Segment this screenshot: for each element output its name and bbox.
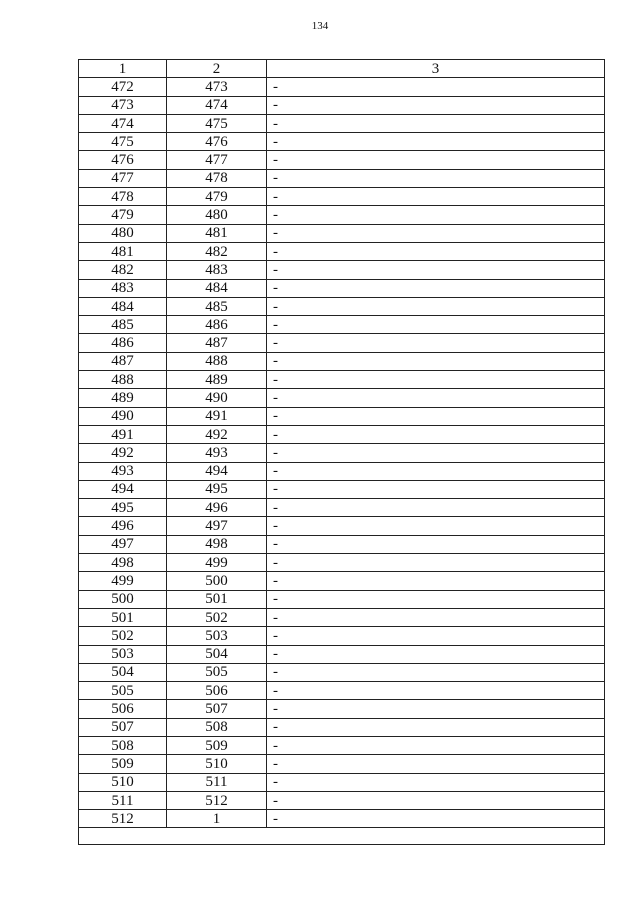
table-cell-col-1: 501 [79,608,167,626]
table-row [79,700,605,718]
table-cell-col-1: 476 [79,151,167,169]
table-cell-col-1: 496 [79,517,167,535]
table-cell-col-3: - [267,224,605,242]
table-cell-col-2: 511 [167,773,267,791]
table-row [79,425,605,443]
table-cell-col-2: 488 [167,352,267,370]
table-cell-col-2: 490 [167,389,267,407]
table-cell-col-3: - [267,96,605,114]
table-cell-col-3: - [267,700,605,718]
table-cell-col-2: 486 [167,316,267,334]
table-cell-col-1: 474 [79,114,167,132]
table-row [79,572,605,590]
table-cell-col-3: - [267,114,605,132]
table-cell-col-2: 501 [167,590,267,608]
table-cell-col-2: 508 [167,718,267,736]
table-cell-col-2: 503 [167,627,267,645]
table-cell-col-2: 494 [167,462,267,480]
table-cell-col-3: - [267,736,605,754]
table-row [79,352,605,370]
table-cell-col-2: 480 [167,206,267,224]
table-cell-col-1: 473 [79,96,167,114]
table-row [79,224,605,242]
table-cell-col-3: - [267,206,605,224]
table-cell-col-3: - [267,133,605,151]
table-cell-col-3: - [267,810,605,828]
table-cell-col-1: 508 [79,736,167,754]
table-cell-col-2: 496 [167,499,267,517]
table-row [79,736,605,754]
table-cell-col-1: 490 [79,407,167,425]
page-number: 134 [311,20,329,32]
table-cell-col-1: 475 [79,133,167,151]
table-row [79,206,605,224]
table-cell-col-3: - [267,535,605,553]
table-row [79,407,605,425]
table-cell-col-2: 492 [167,425,267,443]
table-cell-col-2: 495 [167,480,267,498]
table-cell-col-1: 478 [79,188,167,206]
table-row [79,444,605,462]
table-cell-col-3: - [267,682,605,700]
table-cell-col-2: 482 [167,242,267,260]
table-cell-col-3: - [267,297,605,315]
table-cell-col-1: 510 [79,773,167,791]
table-cell-col-1: 502 [79,627,167,645]
table-cell-col-1: 499 [79,572,167,590]
table-cell-col-1: 482 [79,261,167,279]
table-cell-col-3: - [267,352,605,370]
table-cell-col-1: 484 [79,297,167,315]
table-row [79,590,605,608]
table-row [79,151,605,169]
table-row [79,791,605,809]
table-cell-col-3: - [267,78,605,96]
table-cell-col-1: 485 [79,316,167,334]
table-row [79,718,605,736]
table-cell-col-3: - [267,151,605,169]
data-table [78,59,605,845]
table-row [79,462,605,480]
table-row [79,499,605,517]
table-cell-col-3: - [267,791,605,809]
table-cell-col-1: 498 [79,554,167,572]
table-cell-col-1: 500 [79,590,167,608]
table-row [79,133,605,151]
table-cell-col-2: 500 [167,572,267,590]
table-row [79,627,605,645]
table-row [79,316,605,334]
table-row [79,242,605,260]
table-row [79,78,605,96]
table-row [79,114,605,132]
table-row [79,682,605,700]
table-cell-col-2: 512 [167,791,267,809]
table-cell-col-2: 489 [167,371,267,389]
table-row [79,535,605,553]
table-empty-row [79,828,605,845]
table-cell-col-2: 498 [167,535,267,553]
table-cell-col-3: - [267,773,605,791]
table-row [79,279,605,297]
table-cell-col-3: - [267,261,605,279]
table-cell-col-2: 476 [167,133,267,151]
table-cell-col-3: - [267,407,605,425]
table-cell-col-2: 479 [167,188,267,206]
table-row [79,371,605,389]
table-cell-col-3: - [267,554,605,572]
table-cell-col-2: 478 [167,169,267,187]
table-cell-col-3: - [267,169,605,187]
table-cell-col-3: - [267,590,605,608]
table-cell-col-1: 507 [79,718,167,736]
table-row [79,554,605,572]
table-cell-col-1: 512 [79,810,167,828]
table-cell-col-3: - [267,627,605,645]
table-row [79,261,605,279]
table-cell-col-1: 509 [79,755,167,773]
table-cell-col-3: - [267,188,605,206]
table-cell-col-2: 499 [167,554,267,572]
table-row [79,96,605,114]
table-cell-col-2: 483 [167,261,267,279]
table-cell-col-1: 506 [79,700,167,718]
table-row [79,297,605,315]
table-cell-col-2: 509 [167,736,267,754]
table-cell-col-2: 484 [167,279,267,297]
table-header-row [79,60,605,78]
table-cell-col-3: - [267,480,605,498]
table-cell-col-3: - [267,663,605,681]
table-cell-col-3: - [267,279,605,297]
table-row [79,645,605,663]
table-cell-col-3: - [267,242,605,260]
table-cell-col-2: 481 [167,224,267,242]
table-row [79,810,605,828]
table-cell-col-1: 479 [79,206,167,224]
table-cell-col-3: - [267,389,605,407]
column-header-3: 3 [267,60,605,78]
table-cell-col-1: 492 [79,444,167,462]
table-row [79,773,605,791]
table-row [79,389,605,407]
column-header-1: 1 [79,60,167,78]
table-body [79,78,605,845]
table-cell-col-3: - [267,316,605,334]
table-cell-col-2: 505 [167,663,267,681]
table-cell-col-3: - [267,608,605,626]
table-cell-col-2: 491 [167,407,267,425]
table-cell-col-1: 489 [79,389,167,407]
table-cell-col-1: 494 [79,480,167,498]
table-cell-col-2: 502 [167,608,267,626]
table-cell-col-2: 1 [167,810,267,828]
table-cell-col-2: 510 [167,755,267,773]
table-row [79,188,605,206]
table-row [79,608,605,626]
table-cell-col-3: - [267,755,605,773]
table-row [79,480,605,498]
table-cell-col-1: 503 [79,645,167,663]
table-cell-col-1: 497 [79,535,167,553]
table-cell-col-3: - [267,425,605,443]
table-cell-col-3: - [267,718,605,736]
table-cell-col-2: 507 [167,700,267,718]
table-row [79,334,605,352]
table-cell-col-2: 475 [167,114,267,132]
table-row [79,755,605,773]
table-row [79,169,605,187]
table-cell-col-2: 497 [167,517,267,535]
data-table-container [78,59,604,845]
table-cell-col-1: 477 [79,169,167,187]
table-cell-col-3: - [267,334,605,352]
table-cell-col-3: - [267,462,605,480]
table-cell-col-2: 477 [167,151,267,169]
table-cell-col-1: 504 [79,663,167,681]
table-cell-col-1: 472 [79,78,167,96]
table-row [79,517,605,535]
table-cell-col-1: 488 [79,371,167,389]
table-cell-col-1: 483 [79,279,167,297]
table-cell-col-1: 495 [79,499,167,517]
table-cell-col-3: - [267,645,605,663]
table-cell-col-3: - [267,572,605,590]
column-header-2: 2 [167,60,267,78]
table-empty-cell [79,828,605,845]
table-cell-col-2: 493 [167,444,267,462]
table-cell-col-1: 486 [79,334,167,352]
table-cell-col-3: - [267,499,605,517]
table-cell-col-1: 481 [79,242,167,260]
table-cell-col-2: 474 [167,96,267,114]
table-cell-col-3: - [267,444,605,462]
table-cell-col-1: 487 [79,352,167,370]
table-cell-col-1: 505 [79,682,167,700]
table-cell-col-2: 485 [167,297,267,315]
table-cell-col-1: 480 [79,224,167,242]
table-cell-col-2: 487 [167,334,267,352]
table-row [79,663,605,681]
table-cell-col-1: 491 [79,425,167,443]
table-cell-col-1: 511 [79,791,167,809]
table-cell-col-1: 493 [79,462,167,480]
table-cell-col-3: - [267,371,605,389]
table-cell-col-2: 473 [167,78,267,96]
table-cell-col-3: - [267,517,605,535]
table-cell-col-2: 504 [167,645,267,663]
table-cell-col-2: 506 [167,682,267,700]
